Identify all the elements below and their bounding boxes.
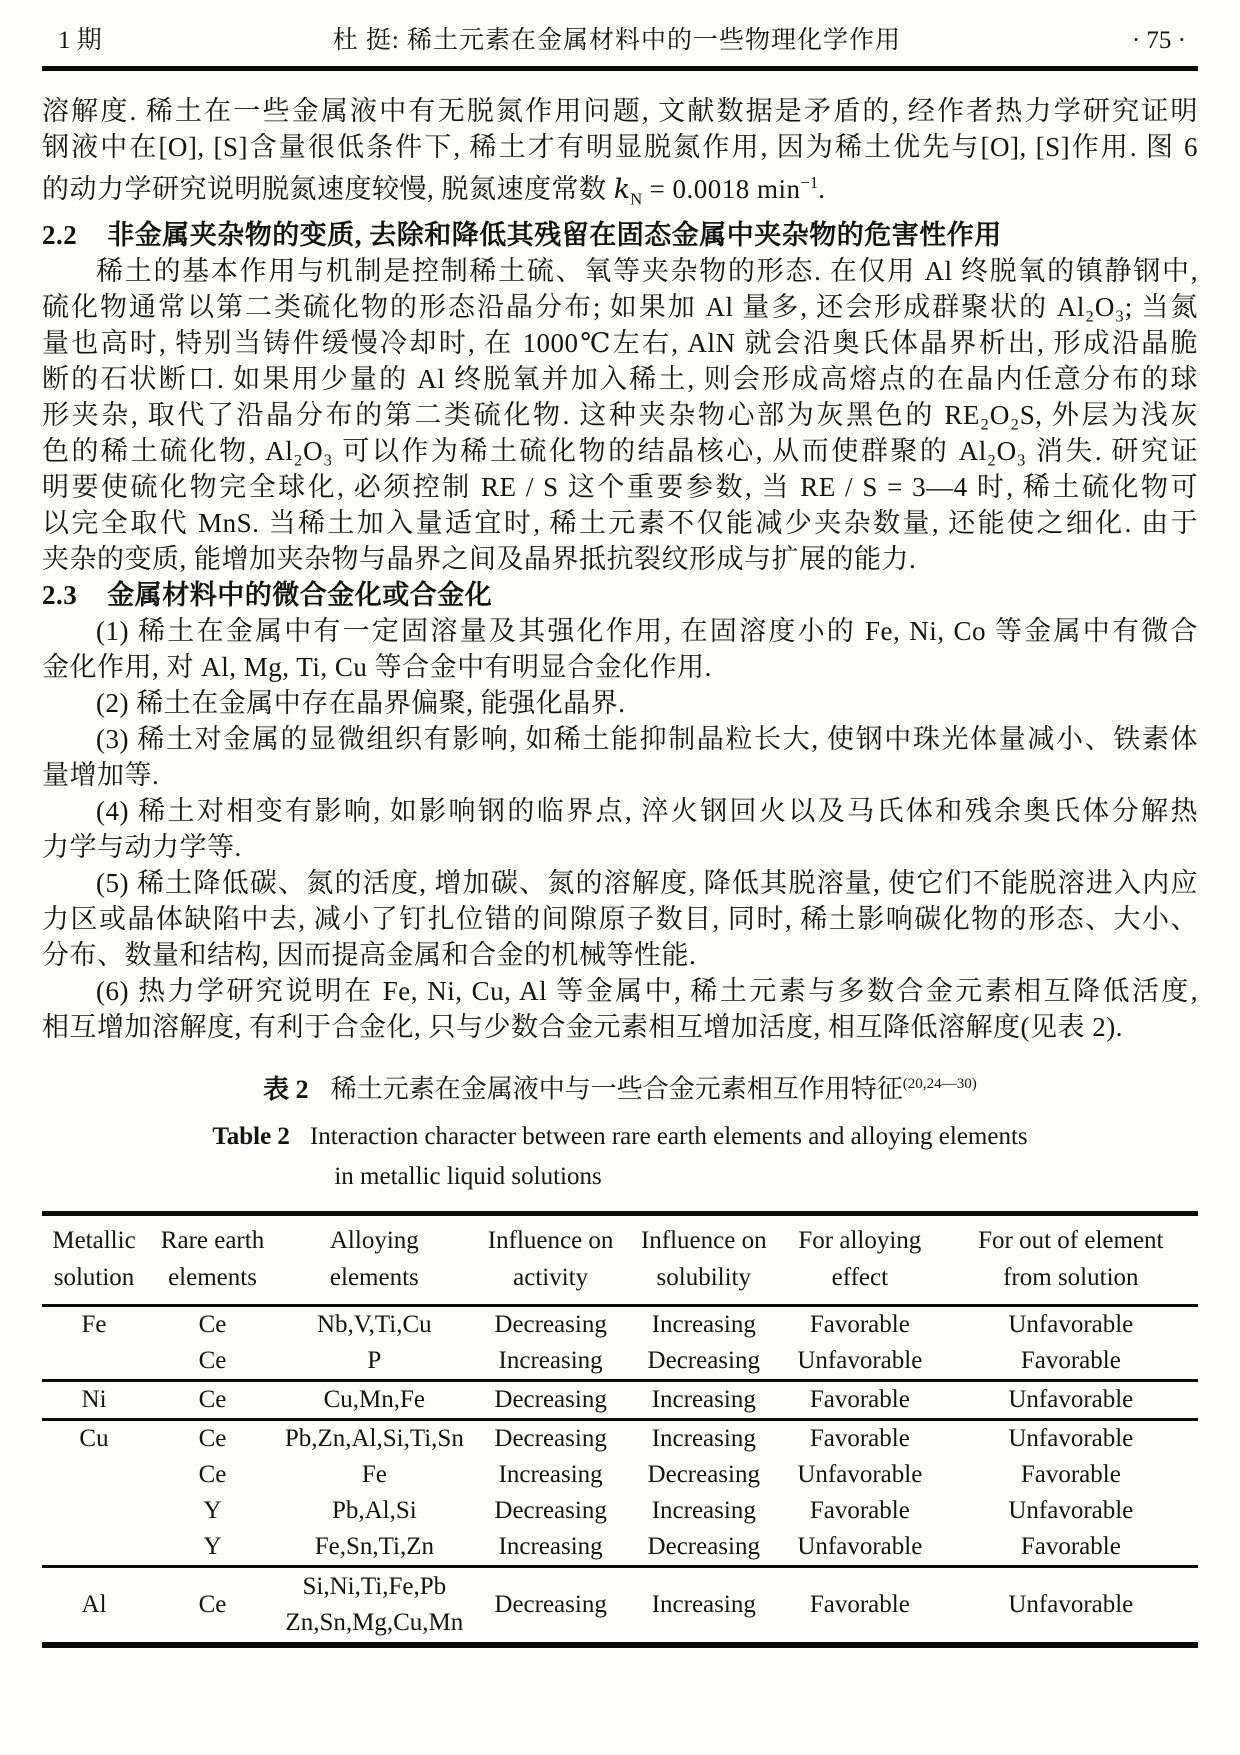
col-header-metallic-solution [42,1214,146,1306]
cell-activity: Decreasing [470,1420,632,1458]
table-row [42,1306,1198,1344]
cell-solubility: Decreasing [647,1533,760,1561]
col-header-line: Metallic [52,1227,136,1255]
col-header-line: solution [53,1264,135,1292]
body-line: 以完全取代 MnS. 当稀土加入量适宜时, 稀土元素不仅能减少夹杂数量, 还能使之细化. 由于 [42,508,1198,539]
header-rule [42,66,1198,71]
journal-issue: 1 期 [58,27,102,54]
table-row [42,1381,1198,1420]
running-title: 杜 挺: 稀土元素在金属材料中的一些物理化学作用 [332,27,902,54]
col-header-alloying-effect [776,1214,944,1306]
col-header-line: effect [831,1264,889,1292]
cell-activity: Decreasing [494,1497,607,1525]
cell-alloying [279,1567,470,1646]
body-line: (4) 稀土对相变有影响, 如影响钢的临界点, 淬火钢回火以及马氏体和残余奥氏体分解热 [96,796,1198,827]
cell-out-effect: Unfavorable [944,1420,1198,1458]
cell-alloying-effect: Unfavorable [797,1533,923,1561]
body-line: 钢液中在[O], [S]含量很低条件下, 稀土才有明显脱氮作用, 因为稀土优先与[O], [S]作用. 图 6 [42,132,1198,162]
col-header-line: Rare earth [160,1227,265,1255]
col-header-line: activity [513,1264,589,1292]
page-header [42,12,1198,56]
cell-alloying: Pb,Al,Si [331,1497,417,1525]
table-caption-english-line1 [212,1117,1027,1157]
cell-alloying-line1: Si,Ni,Ti,Fe,Pb [302,1573,447,1601]
cell-alloying: Fe [361,1461,387,1489]
formula-period: . [818,174,826,204]
cell-activity: Decreasing [470,1567,632,1646]
cell-activity: Decreasing [470,1381,632,1420]
col-header-line: Alloying [329,1227,419,1255]
body-line: 夹杂的变质, 能增加夹杂物与晶界之间及晶界抵抗裂纹形成与扩展的能力. [42,544,917,575]
cell-rare-earth: Ce [146,1381,279,1420]
formula-variable-k: k [613,174,631,205]
cell-out-effect: Unfavorable [1008,1311,1134,1339]
section-number: 2.3 [42,580,78,611]
cell-solubility: Increasing [632,1420,777,1458]
cell-out-effect: Favorable [1020,1533,1121,1561]
body-line: 量增加等. [42,760,160,791]
cell-metallic: Al [42,1567,146,1646]
table-caption-chinese [42,1067,1198,1107]
body-line: 分布、数量和结构, 因而提高金属和合金的机械等性能. [42,940,697,971]
col-header-influence-solubility [632,1214,777,1306]
table-row [42,1343,1198,1381]
table-head [42,1214,1198,1306]
cell-alloying-effect: Favorable [809,1497,910,1525]
col-header-line: from solution [1003,1264,1139,1292]
body-line: 溶解度. 稀土在一些金属液中有无脱氮作用问题, 文献数据是矛盾的, 经作者热力学研究证明 [42,96,1198,126]
cell-out-effect: Unfavorable [944,1567,1198,1646]
col-header-line: elements [329,1264,419,1292]
cell-solubility: Increasing [651,1311,756,1339]
cell-metallic [42,1343,146,1381]
cell-solubility: Increasing [651,1497,756,1525]
cell-alloying-effect: Unfavorable [797,1347,923,1375]
table-caption-english-line2: in metallic liquid solutions [334,1163,602,1191]
cell-alloying: Pb,Zn,Al,Si,Ti,Sn [279,1420,470,1458]
body-line: 色的稀土硫化物, Al₂O₃ 可以作为稀土硫化物的结晶核心, 从而使群聚的 Al₂O₃ 消失. 研究证 [42,436,1198,467]
table-caption-text-cn: 稀土元素在金属液中与一些合金元素相互作用特征 [330,1075,903,1105]
cell-activity: Increasing [498,1461,603,1489]
cell-alloying-effect: Favorable [776,1567,944,1646]
table-caption-label-cn: 表 2 [263,1075,309,1105]
body-line: 量也高时, 特别当铸件缓慢冷却时, 在 1000℃左右, AlN 就会沿奥氏体晶界析出, 形成沿晶脆 [42,328,1198,359]
body-line: 力区或晶体缺陷中去, 减小了钉扎位错的间隙原子数目, 同时, 稀土影响碳化物的形态、大小、 [42,904,1198,935]
cell-alloying: Cu,Mn,Fe [279,1381,470,1420]
body-line: (5) 稀土降低碳、氮的活度, 增加碳、氮的溶解度, 降低其脱溶量, 使它们不能脱溶进入内应 [96,868,1198,899]
cell-solubility: Increasing [632,1381,777,1420]
body-line: (6) 热力学研究说明在 Fe, Ni, Cu, Al 等金属中, 稀土元素与多数合金元素相互降低活度, [96,976,1198,1007]
table-caption-references: (20,24—30) [902,1076,977,1093]
cell-alloying: P [367,1347,382,1375]
section-title: 金属材料中的微合金化或合金化 [107,580,493,611]
cell-out-effect: Favorable [1020,1347,1121,1375]
col-header-influence-activity [470,1214,632,1306]
cell-out-effect: Favorable [1020,1461,1121,1489]
body-line-formula [42,165,1198,217]
col-header-line: Influence on [640,1227,767,1255]
section-number: 2.2 [42,220,78,251]
cell-rare-earth: Ce [198,1461,227,1489]
body-line: 稀土的基本作用与机制是控制稀土硫、氧等夹杂物的形态. 在仅用 Al 终脱氧的镇静钢中, [96,256,1198,287]
table-row [42,1420,1198,1458]
col-header-line: For out of element [978,1227,1164,1255]
table-caption-text-en: Interaction character between rare earth elements and alloying elements [309,1123,1028,1151]
cell-alloying: Fe,Sn,Ti,Zn [314,1533,434,1561]
cell-alloying-line2: Zn,Sn,Mg,Cu,Mn [285,1609,464,1637]
cell-out-effect: Unfavorable [944,1381,1198,1420]
table-header-row [42,1214,1198,1306]
cell-alloying-effect: Favorable [776,1420,944,1458]
col-header-line: For alloying [798,1227,922,1255]
cell-metallic [42,1493,146,1529]
interaction-table [42,1211,1198,1648]
col-header-out-of-solution [944,1214,1198,1306]
col-header-rare-earth-elements [146,1214,279,1306]
body-line: 形夹杂, 取代了沿晶分布的第二类硫化物. 这种夹杂物心部为灰黑色的 RE₂O₂S, 外层为浅灰 [42,400,1198,431]
table-row [42,1493,1198,1529]
body-line: 断的石状断口. 如果用少量的 Al 终脱氧并加入稀土, 则会形成高熔点的在晶内任意分布的球 [42,364,1198,395]
body-line: 硫化物通常以第二类硫化物的形态沿晶分布; 如果加 Al 量多, 还会形成群聚状的 Al₂O₃; 当氮 [42,292,1198,323]
body-line: (3) 稀土对金属的显微组织有影响, 如稀土能抑制晶粒长大, 使钢中珠光体量减小、铁素体 [96,724,1198,755]
table-caption-label-en: Table 2 [212,1123,290,1151]
table-caption-english [212,1117,1027,1197]
body-line: (1) 稀土在金属中有一定固溶量及其强化作用, 在固溶度小的 Fe, Ni, Co 等金属中有微合 [96,616,1198,647]
cell-metallic [42,1529,146,1567]
cell-solubility: Decreasing [647,1461,760,1489]
body-line: 金化作用, 对 Al, Mg, Ti, Cu 等合金中有明显合金化作用. [42,652,712,683]
col-header-line: solubility [656,1264,752,1292]
section-heading-2-3 [42,577,1198,613]
section-heading-2-2 [42,217,1198,253]
cell-alloying-effect: Unfavorable [797,1461,923,1489]
body-line: 明要使硫化物完全球化, 必须控制 RE / S 这个重要参数, 当 RE / S = 3—4 时, 稀土硫化物可 [42,472,1198,503]
cell-alloying-effect: Favorable [809,1311,910,1339]
formula-subscript: N [630,189,643,209]
cell-activity: Decreasing [494,1311,607,1339]
table-row [42,1457,1198,1493]
col-header-alloying-elements [279,1214,470,1306]
cell-solubility: Increasing [632,1567,777,1646]
article-body [42,93,1198,1045]
cell-rare-earth: Y [203,1497,222,1525]
cell-rare-earth: Ce [198,1347,227,1375]
table-row [42,1529,1198,1567]
cell-alloying-effect: Favorable [776,1381,944,1420]
page-number: · 75 · [1131,27,1186,54]
body-line: (2) 稀土在金属中存在晶界偏聚, 能强化晶界. [96,688,626,719]
formula-value: = 0.0018 min [642,174,801,204]
table-body [42,1306,1198,1646]
cell-rare-earth: Ce [146,1420,279,1458]
col-header-line: elements [168,1264,257,1292]
cell-metallic: Fe [81,1311,107,1339]
body-line: 力学与动力学等. [42,832,242,863]
formula-exponent: −1 [800,173,819,192]
cell-rare-earth: Ce [198,1311,227,1339]
cell-activity: Increasing [498,1533,603,1561]
formula-prefix: 的动力学研究说明脱氮速度较慢, 脱氮速度常数 [42,174,614,204]
section-title: 非金属夹杂物的变质, 去除和降低其残留在固态金属中夹杂物的危害性作用 [107,220,1002,251]
cell-metallic [42,1457,146,1493]
cell-alloying: Nb,V,Ti,Cu [317,1311,432,1339]
cell-out-effect: Unfavorable [1008,1497,1134,1525]
cell-rare-earth: Y [203,1533,222,1561]
cell-activity: Increasing [498,1347,603,1375]
cell-metallic: Cu [42,1420,146,1458]
body-line: 相互增加溶解度, 有利于合金化, 只与少数合金元素相互增加活度, 相互降低溶解度(见表 2). [42,1012,1123,1043]
cell-solubility: Decreasing [647,1347,760,1375]
col-header-line: Influence on [487,1227,614,1255]
cell-metallic: Ni [42,1381,146,1420]
table-row [42,1567,1198,1646]
cell-rare-earth: Ce [146,1567,279,1646]
